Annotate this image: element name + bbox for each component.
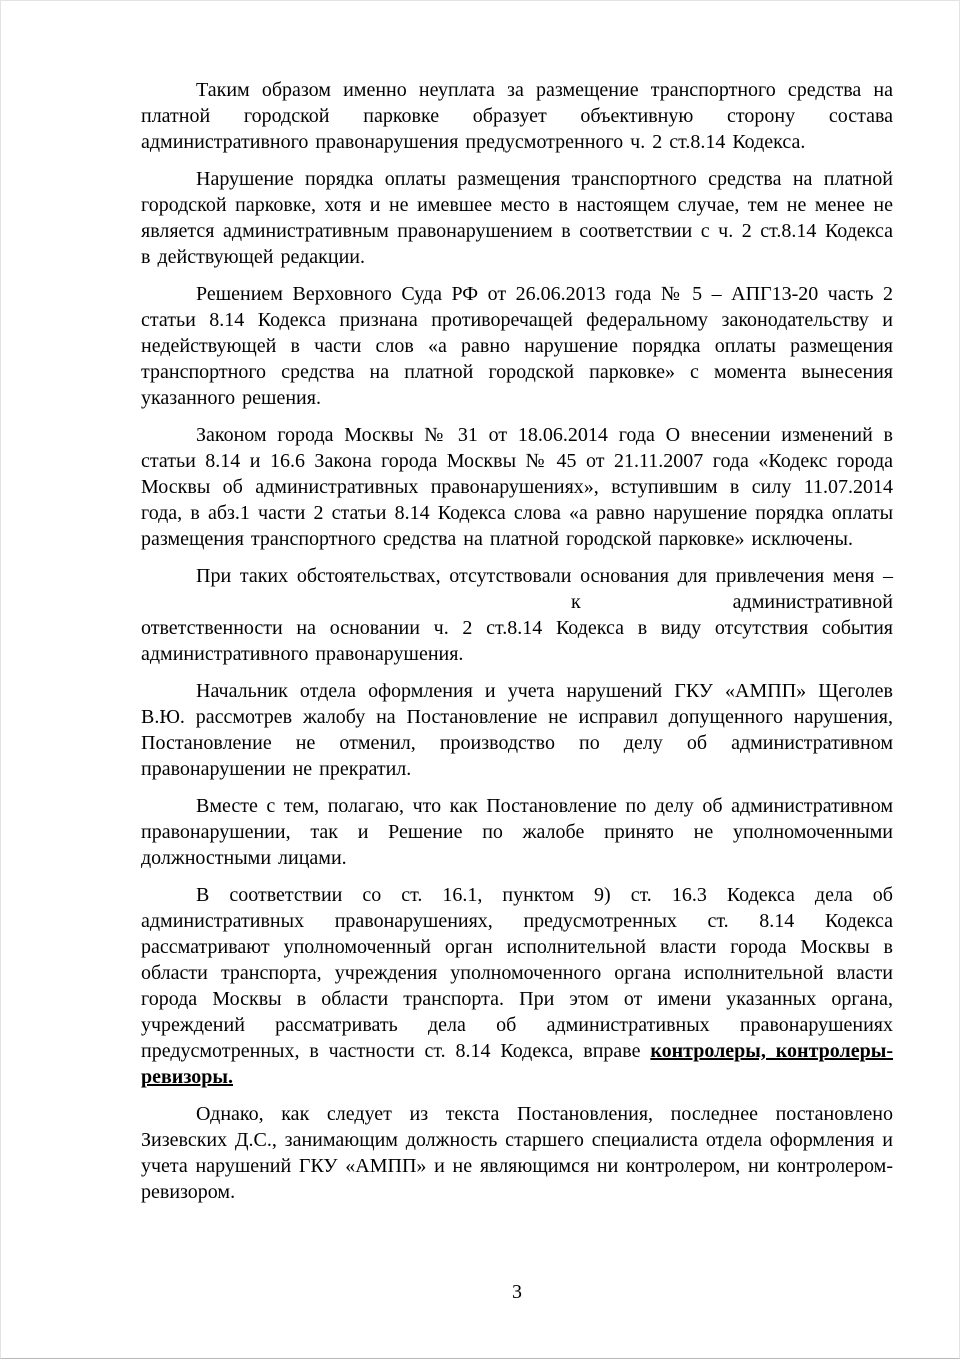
- paragraph-text-before-gap: При таких обстоятельствах, отсутствовали основания для привлечения меня –: [196, 565, 893, 587]
- paragraph-1: Таким образом именно неуплата за размещение транспортного средства на платной городской парковке образует объективную сторону состава административного правонарушения предусмотренного ч. 2 ст.8.14 Кодекса.: [141, 79, 893, 153]
- paragraph-9: Однако, как следует из текста Постановления, последнее постановлено Зизевских Д.С., занимающим должность старшего специалиста отдела оформления и учета нарушений ГКУ «АМПП» и не являющимся ни контролером, ни контролером-ревизором.: [141, 1103, 893, 1203]
- redaction-gap: [141, 607, 571, 608]
- paragraph-7: Вместе с тем, полагаю, что как Постановление по делу об административном правонарушении, так и Решение по жалобе принято не уполномоченными должностными лицами.: [141, 795, 893, 869]
- paragraph-text-lead: В соответствии со ст. 16.1, пунктом 9) ст. 16.3 Кодекса дела об административных правонарушениях, предусмотренных ст. 8.14 Кодекса рассматривают уполномоченный орган исполнительной власти города Москвы в области транспорта, учреждения уполномоченного органа исполнительной власти города Москвы в области транспорта. При этом от имени указанных органа, учреждений рассматривать дела об административных правонарушениях предусмотренных, в частности ст. 8.14 Кодекса, вправе: [141, 884, 893, 1062]
- paragraph-text-after-gap: к административной ответственности на основании ч. 2 ст.8.14 Кодекса в виду отсутствия события административного правонарушения.: [141, 591, 893, 665]
- page-number: 3: [512, 1281, 522, 1303]
- paragraph-8-with-emphasis: [141, 882, 893, 1090]
- document-body: [141, 77, 893, 1216]
- paragraph-4: Законом города Москвы № 31 от 18.06.2014 года О внесении изменений в статьи 8.14 и 16.6 Закона города Москвы № 45 от 21.11.2007 года «Кодекс города Москвы об административных правонарушениях», вступившим в силу 11.07.2014 года, в абз.1 части 2 статьи 8.14 Кодекса слова «а равно нарушение порядка оплаты размещения транспортного средства на платной городской парковке» исключены.: [141, 424, 893, 550]
- paragraph-5-with-redaction: [141, 563, 893, 667]
- paragraph-3: Решением Верховного Суда РФ от 26.06.2013 года № 5 – АПГ13-20 часть 2 статьи 8.14 Кодекса признана противоречащей федеральному законодательству и недействующей в части слов «а равно нарушение порядка оплаты размещения транспортного средства на платной городской парковке» с момента вынесения указанного решения.: [141, 283, 893, 409]
- paragraph-6: Начальник отдела оформления и учета нарушений ГКУ «АМПП» Щеголев В.Ю. рассмотрев жалобу на Постановление не исправил допущенного нарушения, Постановление не отменил, производство по делу об административном правонарушении не прекратил.: [141, 680, 893, 780]
- emphasized-text: контролеры, контролеры-ревизоры.: [141, 1040, 893, 1088]
- paragraph-2: Нарушение порядка оплаты размещения транспортного средства на платной городской парковке, хотя и не имевшее место в настоящем случае, тем не менее не является административным правонарушением в соответствии с ч. 2 ст.8.14 Кодекса в действующей редакции.: [141, 168, 893, 268]
